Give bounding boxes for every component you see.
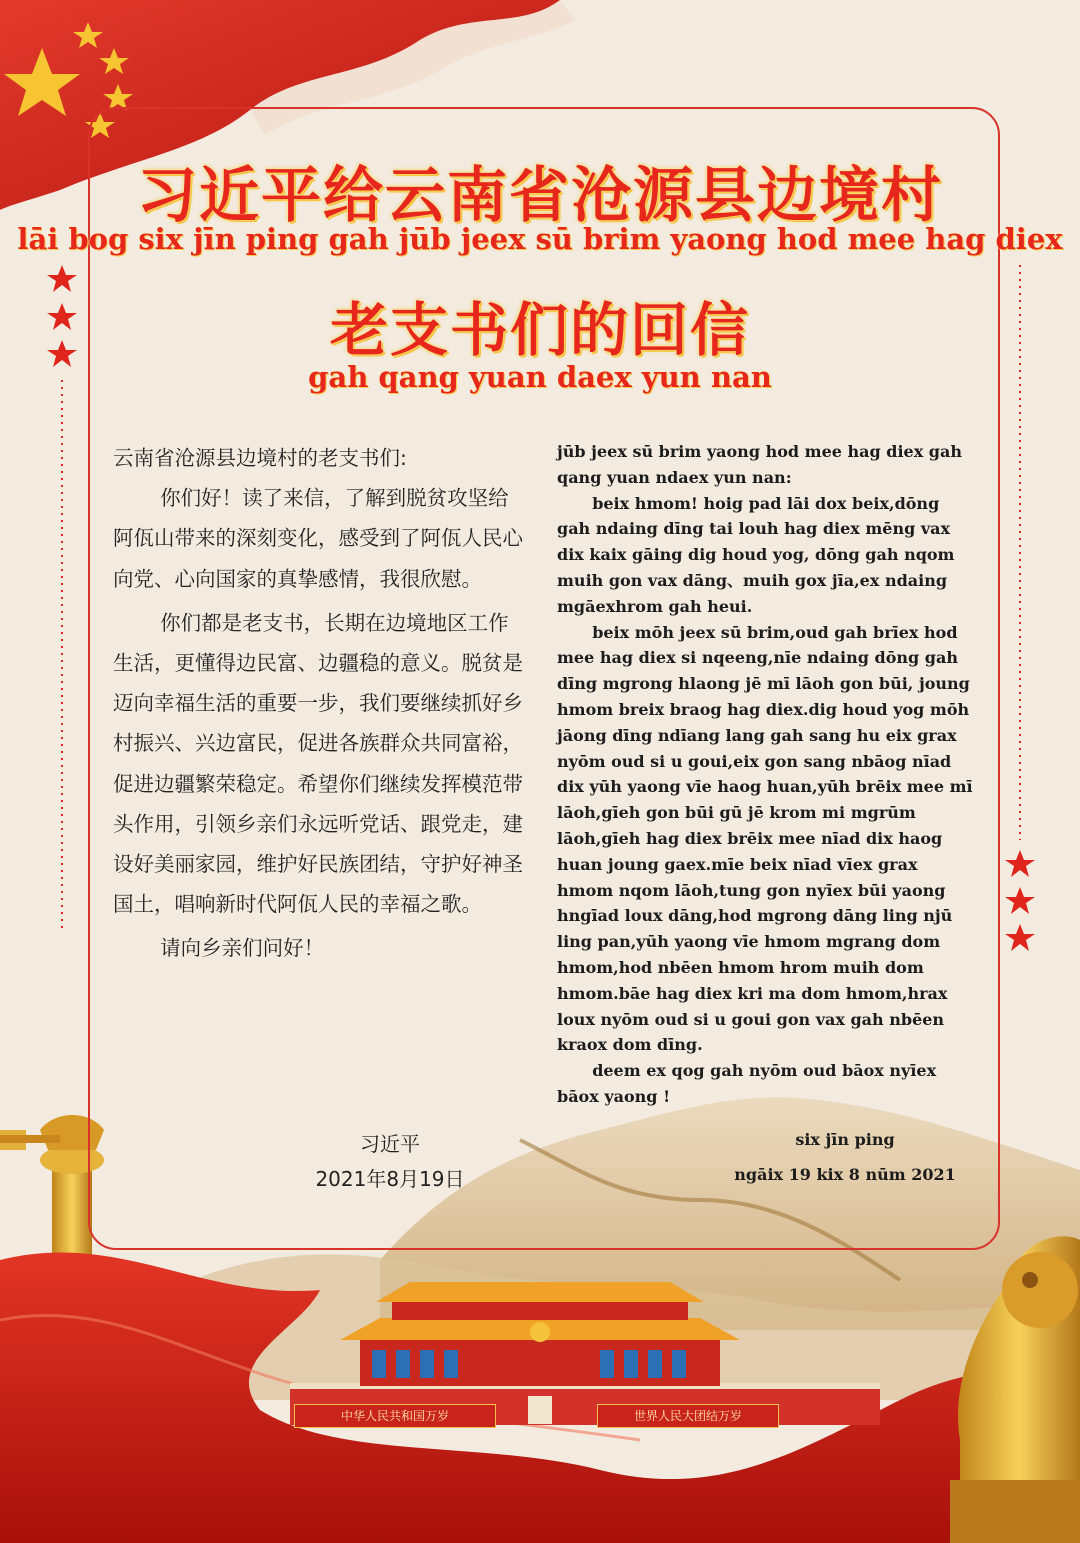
- salutation: 云南省沧源县边境村的老支书们:: [113, 446, 407, 470]
- title-chinese-line1: 习近平给云南省沧源县边境村: [137, 161, 943, 231]
- letter-chinese: [113, 438, 525, 969]
- paragraph: beix mōh jeex sū brim,oud gah brīex hod mee hag diex si nqeeng,nīe ndaing dōng gah dīng mgrong hlaong jē mī lāoh gon būi, joung hmom breix braog hag diex.dig houd yog mōh jāong dīng ndīang lang gah sang hu eix grax nyōm oud si u goui,eix gon sang nbāog nīad dix yūh yaong vīe haog huan,yūh brēix mee mī lāoh,gīeh gon būi gū jē krom mi mgrūm lāoh,gīeh hag diex brēix mee nīad dix haog huan joung gaex.mīe beix nīad vīex grax hmom nqom lāoh,tung gon nyīex būi yaong hngīad loux dāng,hod mgrong dāng ling njū ling pan,yūh yaong vīe hmom mgrang dom hmom,hod nbēen hmom hrom muih dom hmom.bāe hag diex kri ma dom hmom,hrax loux nyōm oud si u goui gon vax gah nbēen kraox dom dīng.: [557, 622, 973, 1055]
- title-hani-line2: gah qang yuan daex yun nan: [308, 360, 772, 394]
- paragraph: deem ex qog gah nyōm oud bāox nyīex bāox yaong !: [557, 1061, 937, 1106]
- date-chinese: 2021年8月19日: [315, 1167, 465, 1191]
- signature-chinese: 习近平: [360, 1132, 420, 1156]
- date-hani: ngāix 19 kix 8 nūm 2021: [734, 1165, 956, 1184]
- paragraph: beix hmom! hoig pad lāi dox beix,dōng gah ndaing dīng tai louh hag diex mēng vax dix kaix gāing dig houd yog, dōng gah nqom muih gon vax dāng、muih gox jīa,ex ndaing mgāexhrom gah heui.: [557, 493, 955, 616]
- paragraph: 请向乡亲们问好！: [160, 936, 325, 961]
- banner-left: 中华人民共和国万岁: [294, 1404, 496, 1428]
- banner-right: 世界人民大团结万岁: [597, 1404, 779, 1428]
- salutation: jūb jeex sū brim yaong hod mee hag diex gah qang yuan ndaex yun nan:: [557, 442, 962, 487]
- paragraph: 你们都是老支书，长期在边境地区工作生活，更懂得边民富、边疆稳的意义。脱贫是迈向幸福生活的重要一步，我们要继续抓好乡村振兴、兴边富民，促进各族群众共同富裕，促进边疆繁荣稳定。希望你们继续发挥模范带头作用，引领乡亲们永远听党话、跟党走，建设好美丽家园，维护好民族团结，守护好神圣国土，唱响新时代阿佤人民的幸福之歌。: [113, 610, 523, 917]
- signature-hani: six jīn ping: [795, 1130, 895, 1149]
- title-chinese-line2: 老支书们的回信: [329, 296, 750, 364]
- title-hani-line1: lāi bog six jīn ping gah jūb jeex sū brim yaong hod mee hag diex: [17, 222, 1063, 256]
- paragraph: 你们好！读了来信，了解到脱贫攻坚给阿佤山带来的深刻变化，感受到了阿佤人民心向党、心向国家的真挚感情，我很欣慰。: [113, 486, 523, 591]
- letter-hani: [557, 439, 975, 1110]
